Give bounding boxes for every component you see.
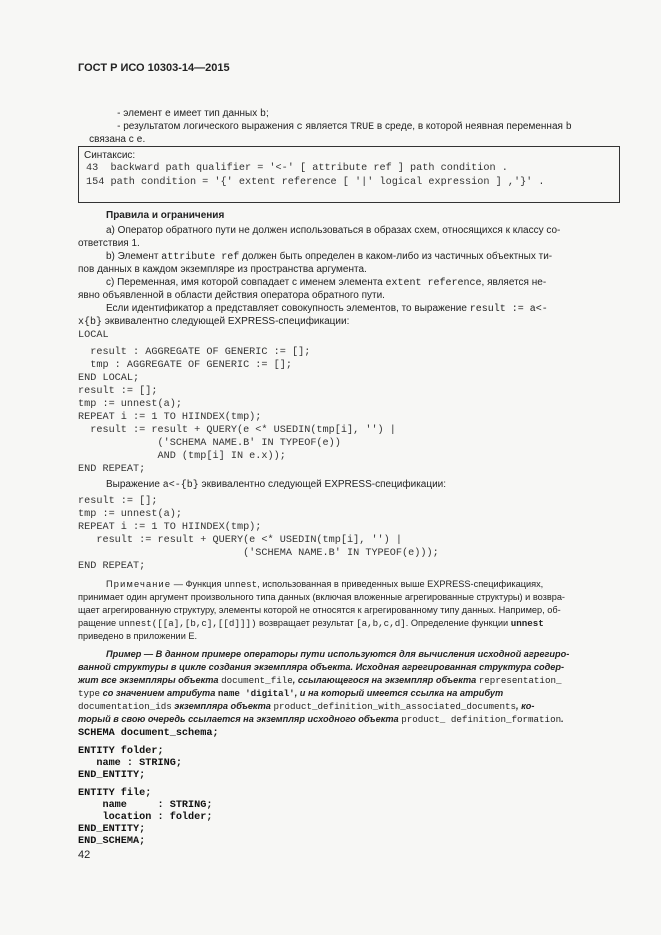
rule-c-line-1: с) Переменная, имя которой совпадает с именем элемента extent reference, является не- [106,277,547,289]
rule-b-line-1: b) Элемент attribute ref должен быть определен в каком-либо из частичных объектных ти- [106,251,553,263]
code2-line-2: REPEAT i := 1 TO HIINDEX(tmp); [78,522,262,533]
note-line-3: щает агрегированную структуру, элементы которой не относятся к агрегированному типу данных. Например, об- [78,605,561,615]
example-line-3: жит все экземпляры объекта document_file, ссылающегося на экземпляр объекта representation_ [78,675,562,686]
example-line-6: торый в свою очередь ссылается на экземпляр исходного объекта product_ definition_formation. [78,714,564,725]
code3-line-3: name : STRING; [78,758,182,769]
note-line-2: принимает один аргумент произвольного типа данных (включая вложенные агрегированные структуры) и возвра- [78,592,565,602]
code3-line-9: END_ENTITY; [78,824,146,835]
example-line-1: Пример — В данном примере операторы пути используются для вычисления исходной агрегиро- [106,649,570,659]
code1-line-2: tmp : AGGREGATE OF GENERIC := []; [78,360,292,371]
syntax-row-1: 43 backward path qualifier = '<-' [ attribute ref ] path condition . [86,163,508,174]
code1-line-5: tmp := unnest(a); [78,399,182,410]
example-line-5: documentation_ids экземпляра объекта product_definition_with_associated_documents, ко- [78,701,535,712]
code3-line-7: name : STRING; [78,800,213,811]
code3-line-8: location : folder; [78,812,213,823]
code1-line-7: result := result + QUERY(e <* USEDIN(tmp[i], '') | [78,425,396,436]
code2-line-5: END REPEAT; [78,561,146,572]
syntax-row-2: 154 path condition = '{' extent reference [ '|' logical expression ] ,'}' . [86,177,545,188]
rule-c-line-2: явно объявленной в области действия оператора обратного пути. [78,290,385,301]
code1-line-6: REPEAT i := 1 TO HIINDEX(tmp); [78,412,262,423]
code1-line-3: END LOCAL; [78,373,140,384]
code3-line-0: SCHEMA document_schema; [78,728,219,739]
code2-line-0: result := []; [78,496,158,507]
document-header-title: ГОСТ Р ИСО 10303-14—2015 [78,62,230,74]
rule-a-line-1: а) Оператор обратного пути не должен использоваться в образах схем, относящихся к классу со- [106,225,561,236]
note-line-4: ращение unnest([[a],[b,c],[[d]]]) возвращает результат [a,b,c,d]. Определение функции unnest [78,618,544,629]
code1-line-8: ('SCHEMA NAME.B' IN TYPEOF(e)) [78,438,341,449]
expr2-text: Выражение a<-{b} эквивалентно следующей EXPRESS-спецификации: [106,479,447,491]
code1-line-0: LOCAL [78,330,109,341]
code3-line-2: ENTITY folder; [78,746,164,757]
code3-line-10: END_SCHEMA; [78,836,146,847]
intro-bullet-1: - элемент e имеет тип данных b; [117,108,269,120]
code2-line-1: tmp := unnest(a); [78,509,182,520]
example-line-4: type со значением атрибута name 'digital', и на который имеется ссылка на атрибут [78,688,504,699]
rule-d-line-1: Если идентификатор a представляет совокупность элементов, то выражение result := a<- [106,303,548,315]
note-line-5: приведено в приложении Е. [78,631,198,641]
rules-heading: Правила и ограничения [106,210,225,221]
rule-a-line-2: ответствия 1. [78,238,140,249]
intro-bullet-2: - результатом логического выражения c является TRUE в среде, в которой неявная переменная b [117,121,572,133]
syntax-label: Синтаксис: [84,150,136,161]
code1-line-9: AND (tmp[i] IN e.x)); [78,451,286,462]
intro-bullet-2-cont: связана с e. [89,134,146,146]
page-number: 42 [78,849,91,861]
rule-b-line-2: пов данных в каждом экземпляре из пространства аргумента. [78,264,367,275]
code2-line-4: ('SCHEMA NAME.B' IN TYPEOF(e))); [78,548,439,559]
code3-line-4: END_ENTITY; [78,770,146,781]
code1-line-10: END REPEAT; [78,464,146,475]
note-line-1: Примечание — Функция unnest, использованная в приведенных выше EXPRESS-спецификациях, [106,579,544,590]
code1-line-1: result : AGGREGATE OF GENERIC := []; [78,347,311,358]
code2-line-3: result := result + QUERY(e <* USEDIN(tmp[i], '') | [78,535,403,546]
example-line-2: ванной структуры в цикле создания экземпляра объекта. Исходная агрегированная структура содер- [78,662,565,672]
rule-d-line-2: x{b} эквивалентно следующей EXPRESS-спецификации: [78,316,350,328]
code1-line-4: result := []; [78,386,158,397]
code3-line-6: ENTITY file; [78,788,152,799]
